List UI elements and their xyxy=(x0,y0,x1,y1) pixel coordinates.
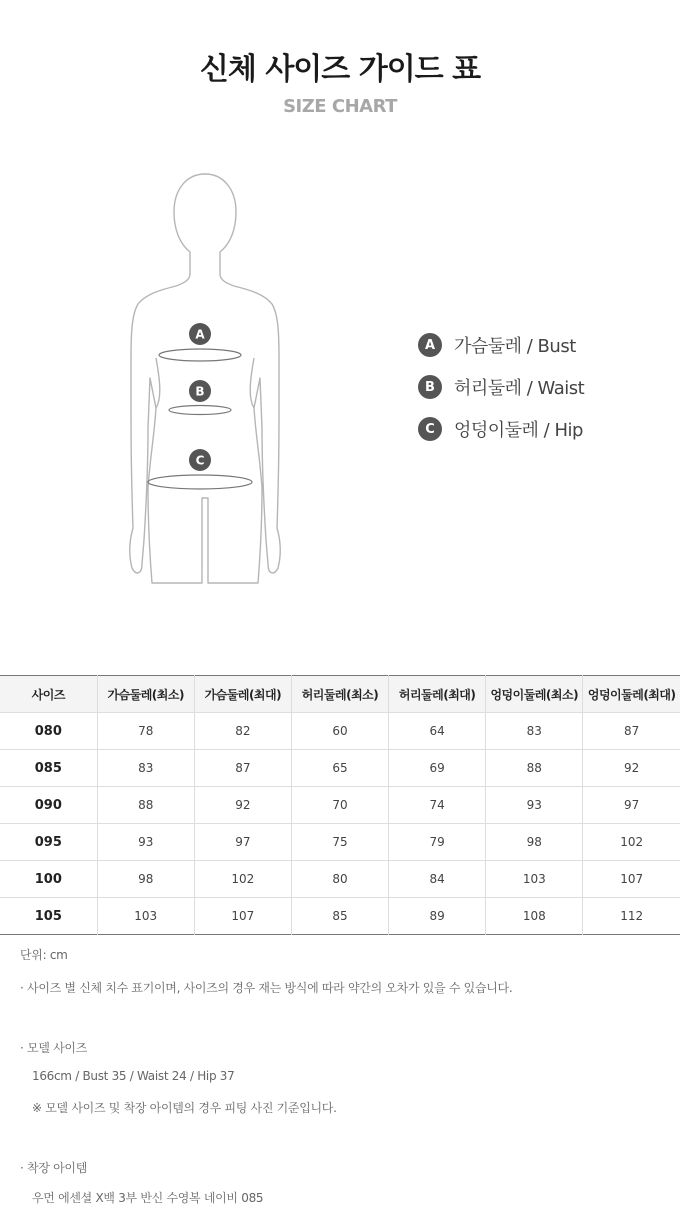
table-cell: 090 xyxy=(0,787,97,824)
marker-c-label: C xyxy=(195,453,205,468)
unit-note: 단위: cm xyxy=(20,948,68,962)
table-cell: 82 xyxy=(194,713,291,750)
measurement-legend xyxy=(418,324,584,450)
table-cell: 84 xyxy=(389,861,486,898)
table-header-row xyxy=(0,676,680,713)
header-waist-min: 허리둘레(최소) xyxy=(291,676,388,713)
table-cell: 107 xyxy=(583,861,680,898)
torso-line-right xyxy=(250,358,254,408)
table-cell: 095 xyxy=(0,824,97,861)
table-row xyxy=(0,787,680,824)
page-title: 신체 사이즈 가이드 표 xyxy=(199,52,481,87)
table-row xyxy=(0,713,680,750)
table-cell: 85 xyxy=(291,898,388,935)
header-waist-max: 허리둘레(최대) xyxy=(389,676,486,713)
legend-item-hip xyxy=(418,408,584,450)
model-size-note: ※ 모델 사이즈 및 착장 아이템의 경우 피팅 사진 기준입니다. xyxy=(32,1101,337,1115)
table-cell: 88 xyxy=(97,787,194,824)
table-cell: 108 xyxy=(486,898,583,935)
table-cell: 112 xyxy=(583,898,680,935)
model-size-value: 166cm / Bust 35 / Waist 24 / Hip 37 xyxy=(32,1069,235,1083)
size-table xyxy=(0,675,680,935)
header-bust-max: 가슴둘레(최대) xyxy=(194,676,291,713)
table-cell: 102 xyxy=(583,824,680,861)
table-cell: 97 xyxy=(583,787,680,824)
table-cell: 080 xyxy=(0,713,97,750)
table-cell: 93 xyxy=(97,824,194,861)
model-size-heading: · 모델 사이즈 xyxy=(20,1041,88,1055)
table-cell: 87 xyxy=(194,750,291,787)
bust-measure-line xyxy=(159,349,241,361)
table-cell: 102 xyxy=(194,861,291,898)
body-figure xyxy=(120,168,290,588)
legend-item-waist xyxy=(418,366,584,408)
legend-badge-c: C xyxy=(418,417,442,441)
table-cell: 89 xyxy=(389,898,486,935)
table-cell: 92 xyxy=(194,787,291,824)
header-bust-min: 가슴둘레(최소) xyxy=(97,676,194,713)
table-cell: 88 xyxy=(486,750,583,787)
table-row xyxy=(0,861,680,898)
torso-line-left xyxy=(156,358,160,408)
table-cell: 78 xyxy=(97,713,194,750)
table-cell: 93 xyxy=(486,787,583,824)
legend-label-bust: 가슴둘레 / Bust xyxy=(454,336,576,357)
table-cell: 70 xyxy=(291,787,388,824)
hip-measure-line xyxy=(148,475,252,489)
marker-a-label: A xyxy=(195,327,205,342)
worn-item-heading: · 착장 아이템 xyxy=(20,1161,88,1175)
legend-badge-a: A xyxy=(418,333,442,357)
table-cell: 60 xyxy=(291,713,388,750)
table-cell: 74 xyxy=(389,787,486,824)
table-cell: 79 xyxy=(389,824,486,861)
table-cell: 98 xyxy=(486,824,583,861)
table-cell: 64 xyxy=(389,713,486,750)
table-cell: 103 xyxy=(486,861,583,898)
table-cell: 87 xyxy=(583,713,680,750)
table-cell: 83 xyxy=(97,750,194,787)
worn-item-name: 우먼 에센셜 X백 3부 반신 수영복 네이비 085 xyxy=(32,1191,264,1205)
table-cell: 107 xyxy=(194,898,291,935)
table-cell: 80 xyxy=(291,861,388,898)
table-cell: 100 xyxy=(0,861,97,898)
head-outline xyxy=(130,174,280,583)
table-cell: 105 xyxy=(34,908,62,924)
table-cell: 65 xyxy=(291,750,388,787)
header-hip-max: 엉덩이둘레(최대) xyxy=(583,676,680,713)
disclaimer-note: · 사이즈 별 신체 치수 표기이며, 사이즈의 경우 재는 방식에 따라 약간의 오차가 있을 수 있습니다. xyxy=(20,981,513,995)
page-subtitle: SIZE CHART xyxy=(283,96,397,117)
header-hip-min: 엉덩이둘레(최소) xyxy=(486,676,583,713)
table-cell: 103 xyxy=(97,898,194,935)
header-size: 사이즈 xyxy=(0,676,97,713)
table-cell: 75 xyxy=(291,824,388,861)
waist-measure-line xyxy=(169,406,231,415)
table-cell: 69 xyxy=(389,750,486,787)
table-cell: 085 xyxy=(0,750,97,787)
legend-item-bust xyxy=(418,324,584,366)
legend-label-waist: 허리둘레 / Waist xyxy=(454,378,585,399)
table-row xyxy=(0,824,680,861)
marker-b-label: B xyxy=(195,384,205,399)
table-cell: 98 xyxy=(97,861,194,898)
legend-label-hip: 엉덩이둘레 / Hip xyxy=(454,420,583,441)
legend-badge-b: B xyxy=(418,375,442,399)
table-cell: 97 xyxy=(194,824,291,861)
table-cell: 92 xyxy=(583,750,680,787)
table-row xyxy=(0,898,680,935)
table-row xyxy=(0,750,680,787)
table-cell: 83 xyxy=(486,713,583,750)
